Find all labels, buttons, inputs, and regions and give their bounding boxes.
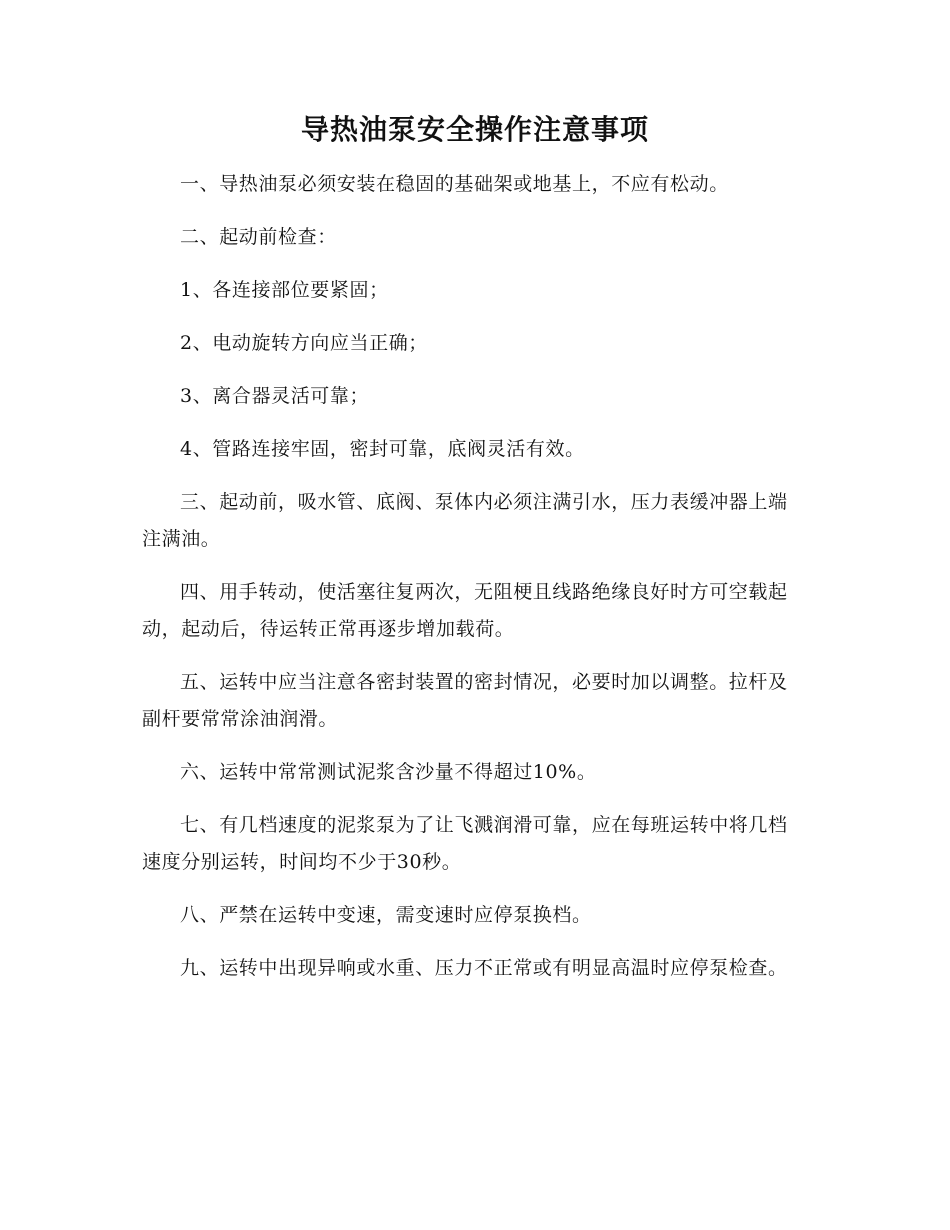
paragraph-13: 九、运转中出现异响或水重、压力不正常或有明显高温时应停泵检查。 xyxy=(180,957,788,979)
paragraph-2: 二、起动前检查： xyxy=(180,226,337,248)
paragraph-7: 三、起动前，吸水管、底阀、泵体内必须注满引水，压力表缓冲器上端注满油。 xyxy=(142,491,788,550)
paragraph-6: 4、管路连接牢固，密封可靠，底阀灵活有效。 xyxy=(180,438,585,460)
paragraph-gap xyxy=(142,648,798,664)
paragraph-gap xyxy=(142,256,798,272)
paragraph-gap xyxy=(142,309,798,325)
paragraph-gap xyxy=(142,203,798,219)
paragraph-gap xyxy=(142,791,798,807)
document-title: 导热油泵安全操作注意事项 xyxy=(300,113,649,146)
paragraph-11: 七、有几档速度的泥浆泵为了让飞溅润滑可靠，应在每班运转中将几档速度分别运转，时间均不少于30秒。 xyxy=(142,814,788,873)
paragraph-gap xyxy=(142,881,798,897)
paragraph-gap xyxy=(142,362,798,378)
paragraph-3: 1、各连接部位要紧固； xyxy=(180,279,389,301)
paragraph-4: 2、电动旋转方向应当正确； xyxy=(180,332,428,354)
paragraph-1: 一、导热油泵必须安装在稳固的基础架或地基上，不应有松动。 xyxy=(180,173,729,195)
paragraph-8: 四、用手转动，使活塞往复两次，无阻梗且线路绝缘良好时方可空载起动，起动后，待运转正常再逐步增加载荷。 xyxy=(142,581,788,640)
paragraph-gap xyxy=(142,934,798,950)
paragraph-5: 3、离合器灵活可靠； xyxy=(180,385,370,407)
paragraph-gap xyxy=(142,558,798,574)
paragraph-12: 八、严禁在运转中变速，需变速时应停泵换档。 xyxy=(180,904,592,926)
paragraph-gap xyxy=(142,415,798,431)
paragraph-10: 六、运转中常常测试泥浆含沙量不得超过10%。 xyxy=(180,761,597,783)
paragraph-9: 五、运转中应当注意各密封装置的密封情况，必要时加以调整。拉杆及副杆要常常涂油润滑。 xyxy=(142,671,788,730)
paragraph-gap xyxy=(142,738,798,754)
paragraph-gap xyxy=(142,468,798,484)
document-body xyxy=(142,166,798,987)
